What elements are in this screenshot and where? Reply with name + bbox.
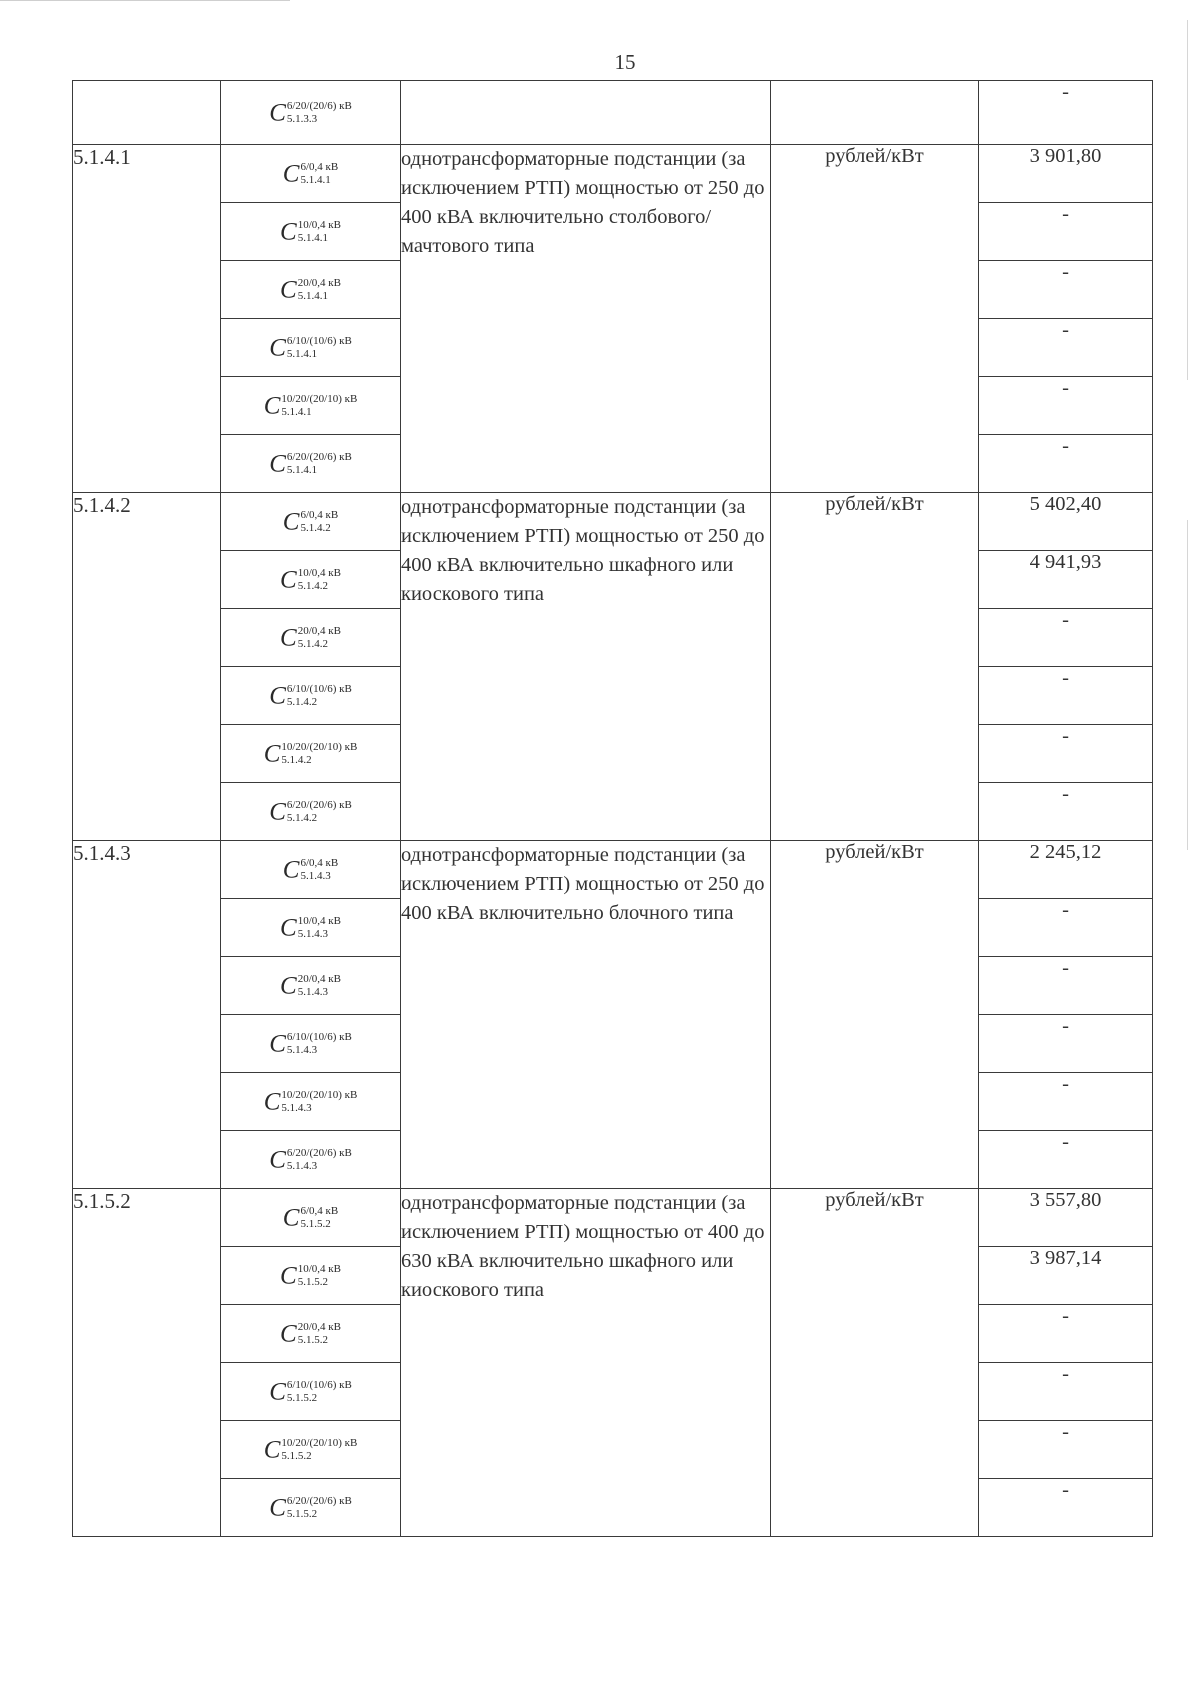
rate-value: -: [979, 1015, 1153, 1073]
rate-symbol-sup: 6/10/(10/6) кВ: [286, 1378, 352, 1391]
rate-value: -: [979, 261, 1153, 319]
rate-value: -: [979, 1421, 1153, 1479]
rate-symbol-letter: C: [269, 1494, 286, 1521]
item-description: однотрансформаторные подстанции (за исключением РТП) мощностью от 250 до 400 кВА включительно столбового/мачтового типа: [401, 145, 771, 493]
rate-symbol-letter: C: [282, 856, 300, 883]
rate-symbol: [221, 261, 401, 319]
rate-value: -: [979, 783, 1153, 841]
item-code: 5.1.4.2: [73, 493, 221, 841]
rate-symbol-letter: C: [269, 1030, 286, 1057]
item-unit: рублей/кВт: [771, 493, 979, 841]
rate-symbol: [221, 1363, 401, 1421]
rate-symbol-letter: C: [269, 1378, 286, 1405]
table-row: [73, 145, 1153, 203]
item-code: 5.1.5.2: [73, 1189, 221, 1537]
rate-symbol-sub: 5.1.4.3: [281, 1101, 312, 1114]
rate-value: 2 245,12: [979, 841, 1153, 899]
rate-symbol-sup: 6/0,4 кВ: [300, 856, 339, 869]
rate-symbol-sup: 6/20/(20/6) кВ: [286, 99, 352, 112]
rate-value: -: [979, 725, 1153, 783]
rate-symbol-sub: 5.1.4.3: [286, 1043, 318, 1056]
rate-symbol-sup: 6/10/(10/6) кВ: [286, 682, 352, 695]
rate-value: -: [979, 1305, 1153, 1363]
rate-symbol: [221, 957, 401, 1015]
scan-edge-line: [0, 0, 290, 1]
rate-symbol-letter: C: [263, 392, 281, 419]
rate-value: -: [979, 609, 1153, 667]
rate-symbol: [221, 1131, 401, 1189]
rate-symbol: [221, 145, 401, 203]
rate-symbol-sup: 6/0,4 кВ: [300, 508, 339, 521]
rate-symbol-sub: 5.1.4.2: [286, 695, 318, 708]
rate-symbol-sup: 6/10/(10/6) кВ: [286, 1030, 352, 1043]
rate-symbol-sub: 5.1.4.1: [286, 347, 318, 360]
rate-symbol: [221, 667, 401, 725]
rate-symbol: [221, 435, 401, 493]
rate-symbol-sub: 5.1.4.1: [281, 405, 312, 418]
rate-symbol-sup: 10/20/(20/10) кВ: [281, 392, 358, 405]
table-row: [73, 841, 1153, 899]
rate-symbol-letter: C: [269, 1146, 286, 1173]
tariff-table: [72, 80, 1153, 1537]
rate-symbol-sub: 5.1.4.2: [297, 637, 328, 650]
rate-value: -: [979, 203, 1153, 261]
rate-value: 5 402,40: [979, 493, 1153, 551]
rate-symbol-sub: 5.1.5.2: [300, 1217, 331, 1230]
table-row: [73, 81, 1153, 145]
rate-symbol-sup: 6/0,4 кВ: [300, 160, 339, 173]
rate-symbol-letter: C: [280, 218, 297, 245]
rate-symbol-sub: 5.1.5.2: [286, 1391, 318, 1404]
rate-symbol-sub: 5.1.3.3: [286, 112, 318, 125]
item-unit: рублей/кВт: [771, 841, 979, 1189]
rate-value: -: [979, 667, 1153, 725]
rate-value: 3 987,14: [979, 1247, 1153, 1305]
rate-symbol-letter: C: [282, 1204, 300, 1231]
rate-symbol-sub: 5.1.5.2: [297, 1333, 328, 1346]
rate-symbol-sup: 6/0,4 кВ: [300, 1204, 339, 1217]
rate-symbol: [221, 493, 401, 551]
rate-value: -: [979, 1363, 1153, 1421]
rate-symbol-letter: C: [280, 914, 297, 941]
rate-symbol-sub: 5.1.5.2: [281, 1449, 312, 1462]
item-unit: рублей/кВт: [771, 1189, 979, 1537]
rate-symbol-sub: 5.1.4.2: [286, 811, 318, 824]
rate-symbol-sup: 10/0,4 кВ: [297, 1262, 341, 1275]
rate-symbol-letter: C: [263, 740, 281, 767]
rate-symbol-letter: C: [263, 1436, 281, 1463]
rate-symbol-sup: 10/0,4 кВ: [297, 218, 341, 231]
rate-symbol: [221, 319, 401, 377]
rate-symbol-sup: 10/20/(20/10) кВ: [281, 740, 358, 753]
rate-symbol: [221, 1189, 401, 1247]
item-description: однотрансформаторные подстанции (за исключением РТП) мощностью от 250 до 400 кВА включительно блочного типа: [401, 841, 771, 1189]
rate-symbol-sup: 10/20/(20/10) кВ: [281, 1436, 358, 1449]
rate-symbol-sub: 5.1.4.2: [300, 521, 331, 534]
rate-value: -: [979, 377, 1153, 435]
rate-symbol-sub: 5.1.4.1: [297, 289, 328, 302]
item-description: однотрансформаторные подстанции (за исключением РТП) мощностью от 250 до 400 кВА включительно шкафного или киоскового типа: [401, 493, 771, 841]
rate-value: -: [979, 81, 1153, 145]
description-cell: [401, 81, 771, 145]
rate-symbol: [221, 203, 401, 261]
rate-symbol: [221, 81, 401, 145]
rate-symbol-letter: C: [282, 160, 300, 187]
rate-symbol: [221, 783, 401, 841]
rate-value: -: [979, 319, 1153, 377]
code-cell: [73, 81, 221, 145]
rate-symbol-sup: 6/20/(20/6) кВ: [286, 450, 352, 463]
rate-symbol-sup: 10/0,4 кВ: [297, 566, 341, 579]
rate-symbol: [221, 1421, 401, 1479]
item-description: однотрансформаторные подстанции (за исключением РТП) мощностью от 400 до 630 кВА включительно шкафного или киоскового типа: [401, 1189, 771, 1537]
rate-symbol-letter: C: [269, 99, 286, 126]
rate-symbol-sub: 5.1.4.3: [300, 869, 331, 882]
item-code: 5.1.4.3: [73, 841, 221, 1189]
rate-symbol-sub: 5.1.4.1: [286, 463, 318, 476]
rate-value: 4 941,93: [979, 551, 1153, 609]
rate-symbol-letter: C: [263, 1088, 281, 1115]
rate-symbol-letter: C: [269, 334, 286, 361]
rate-symbol-sup: 10/20/(20/10) кВ: [281, 1088, 358, 1101]
table-row: [73, 1189, 1153, 1247]
rate-symbol-sup: 10/0,4 кВ: [297, 914, 341, 927]
rate-symbol-sub: 5.1.4.1: [297, 231, 328, 244]
rate-value: -: [979, 435, 1153, 493]
rate-symbol-sup: 20/0,4 кВ: [297, 276, 341, 289]
rate-symbol-letter: C: [280, 624, 297, 651]
rate-symbol-letter: C: [280, 276, 297, 303]
rate-symbol-letter: C: [269, 450, 286, 477]
rate-symbol-sub: 5.1.4.3: [286, 1159, 318, 1172]
rate-symbol-sup: 20/0,4 кВ: [297, 624, 341, 637]
rate-symbol-letter: C: [280, 566, 297, 593]
rate-symbol-letter: C: [280, 1262, 297, 1289]
table-row: [73, 493, 1153, 551]
rate-symbol: [221, 841, 401, 899]
rate-symbol-sup: 6/20/(20/6) кВ: [286, 1494, 352, 1507]
rate-symbol: [221, 1247, 401, 1305]
rate-symbol: [221, 899, 401, 957]
rate-symbol-sub: 5.1.4.3: [297, 985, 328, 998]
rate-symbol: [221, 609, 401, 667]
rate-symbol-sub: 5.1.5.2: [286, 1507, 318, 1520]
rate-symbol-sub: 5.1.4.3: [297, 927, 328, 940]
rate-symbol-sup: 6/10/(10/6) кВ: [286, 334, 352, 347]
rate-symbol-sub: 5.1.5.2: [297, 1275, 328, 1288]
rate-symbol: [221, 1305, 401, 1363]
rate-symbol: [221, 551, 401, 609]
rate-symbol-sub: 5.1.4.2: [281, 753, 312, 766]
rate-symbol: [221, 725, 401, 783]
rate-symbol-sup: 20/0,4 кВ: [297, 972, 341, 985]
rate-symbol-sub: 5.1.4.1: [300, 173, 331, 186]
page-number: 15: [614, 50, 636, 74]
item-unit: рублей/кВт: [771, 145, 979, 493]
rate-symbol-sup: 20/0,4 кВ: [297, 1320, 341, 1333]
unit-cell: [771, 81, 979, 145]
rate-symbol-sub: 5.1.4.2: [297, 579, 328, 592]
rate-value: -: [979, 1479, 1153, 1537]
rate-value: -: [979, 899, 1153, 957]
rate-symbol-letter: C: [269, 682, 286, 709]
rate-value: -: [979, 1131, 1153, 1189]
rate-symbol-letter: C: [269, 798, 286, 825]
rate-symbol: [221, 377, 401, 435]
item-code: 5.1.4.1: [73, 145, 221, 493]
rate-symbol-sup: 6/20/(20/6) кВ: [286, 1146, 352, 1159]
rate-symbol-letter: C: [280, 972, 297, 999]
scan-edge-line: [1187, 520, 1188, 850]
rate-value: -: [979, 957, 1153, 1015]
rate-symbol-letter: C: [280, 1320, 297, 1347]
rate-value: -: [979, 1073, 1153, 1131]
rate-value: 3 557,80: [979, 1189, 1153, 1247]
rate-symbol: [221, 1073, 401, 1131]
rate-symbol-letter: C: [282, 508, 300, 535]
rate-value: 3 901,80: [979, 145, 1153, 203]
rate-symbol: [221, 1015, 401, 1073]
rate-symbol: [221, 1479, 401, 1537]
rate-symbol-sup: 6/20/(20/6) кВ: [286, 798, 352, 811]
